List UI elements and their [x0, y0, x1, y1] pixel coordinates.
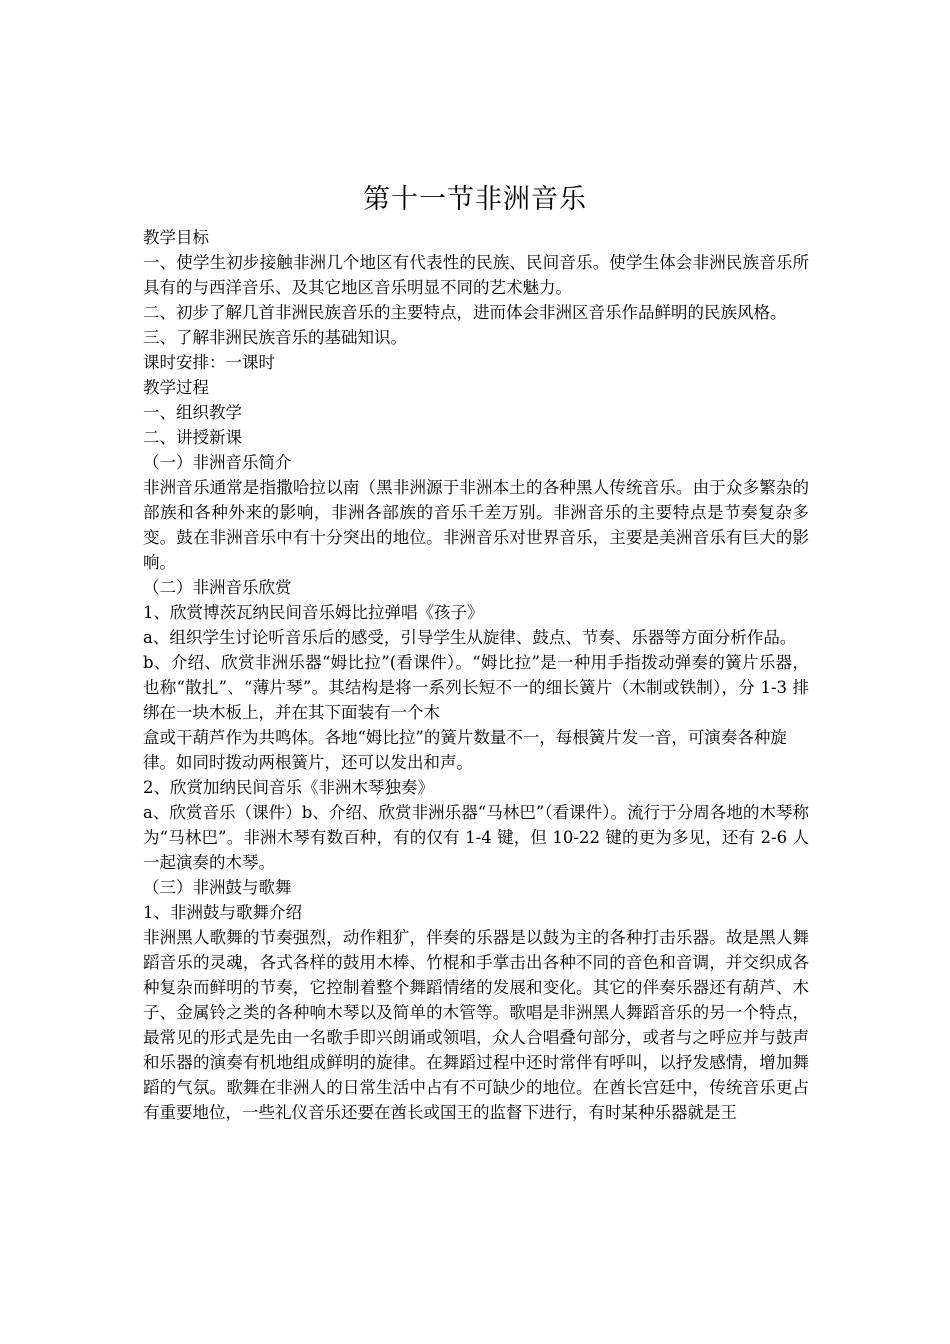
paragraph-mbira-discussion: a、组织学生讨论听音乐后的感受，引导学生从旋律、鼓点、节奏、乐器等方面分析作品。: [143, 628, 797, 647]
paragraph-xylophone-listening: 2、欣赏加纳民间音乐《非洲木琴独奏》: [143, 778, 434, 797]
paragraph-teaching-goals-heading: 教学目标: [143, 228, 209, 247]
paragraph-mbira-intro: b、介绍、欣赏非洲乐器“姆比拉”(看课件）。“姆比拉”是一种用手指拨动弹奏的簧片乐器，也称“散扎”、“薄片琴”。其结构是将一系列长短不一的细长簧片（木制或铁制），分 1-3 排绑在一块木板上，并在其下面装有一个木: [143, 653, 809, 722]
document-body: [143, 225, 809, 1125]
paragraph-step-2: 二、讲授新课: [143, 428, 242, 447]
paragraph-mbira-listening: 1、欣赏博茨瓦纳民间音乐姆比拉弹唱《孩子》: [143, 603, 484, 622]
paragraph-teaching-process-heading: 教学过程: [143, 378, 209, 397]
paragraph-section-2-heading: （二）非洲音乐欣赏: [143, 578, 292, 597]
paragraph-drum-dance-body: 非洲黑人歌舞的节奏强烈，动作粗犷，伴奏的乐器是以鼓为主的各种打击乐器。故是黑人舞蹈音乐的灵魂，各式各样的鼓用木棒、竹棍和手掌击出各种不同的音色和音调，并交织成各种复杂而鲜明的节奏，它控制着整个舞蹈情绪的发展和变化。其它的伴奏乐器还有葫芦、木子、金属铃之类的各种响木琴以及简单的木管等。歌唱是非洲黑人舞蹈音乐的另一个特点，最常见的形式是先由一名歌手即兴朗诵或领唱，众人合唱叠句部分，或者与之呼应并与鼓声和乐器的演奏有机地组成鲜明的旋律。在舞蹈过程中还时常伴有呼叫，以抒发感情，增加舞蹈的气氛。歌舞在非洲人的日常生活中占有不可缺少的地位。在酋长宫廷中，传统音乐更占有重要地位，一些礼仪音乐还要在酋长或国王的监督下进行，有时某种乐器就是王: [143, 928, 809, 1122]
paragraph-goal-1: 一、使学生初步接触非洲几个地区有代表性的民族、民间音乐。使学生体会非洲民族音乐所具有的与西洋音乐、及其它地区音乐明显不同的艺术魅力。: [143, 253, 809, 297]
paragraph-marimba-intro: a、欣赏音乐（课件）b、介绍、欣赏非洲乐器“马林巴”（看课件）。流行于分周各地的木琴称为“马林巴”。非洲木琴有数百种，有的仅有 1-4 键，但 10-22 键的更为多见，还有 2-6 人一起演奏的木琴。: [143, 803, 809, 872]
paragraph-class-hours: 课时安排：一课时: [143, 353, 275, 372]
paragraph-african-music-intro: 非洲音乐通常是指撒哈拉以南（黑非洲源于非洲本土的各种黑人传统音乐。由于众多繁杂的部族和各种外来的影响，非洲各部族的音乐千差万别。非洲音乐的主要特点是节奏复杂多变。鼓在非洲音乐中有十分突出的地位。非洲音乐对世界音乐，主要是美洲音乐有巨大的影响。: [143, 478, 809, 572]
page-title: 第十一节非洲音乐: [363, 184, 587, 215]
paragraph-section-1-heading: （一）非洲音乐简介: [143, 453, 292, 472]
paragraph-goal-3: 三、了解非洲民族音乐的基础知识。: [143, 328, 407, 347]
paragraph-step-1: 一、组织教学: [143, 403, 242, 422]
paragraph-section-3-heading: （三）非洲鼓与歌舞: [143, 878, 292, 897]
paragraph-mbira-harmony: 律。如同时拨动两根簧片，还可以发出和声。: [143, 753, 473, 772]
paragraph-goal-2: 二、初步了解几首非洲民族音乐的主要特点，进而体会非洲区音乐作品鲜明的民族风格。: [143, 303, 787, 322]
paragraph-drum-dance-heading: 1、非洲鼓与歌舞介绍: [143, 903, 302, 922]
paragraph-mbira-resonator: 盒或干葫芦作为共鸣体。各地“姆比拉”的簧片数量不一，每根簧片发一音，可演奏各种旋: [143, 728, 787, 747]
